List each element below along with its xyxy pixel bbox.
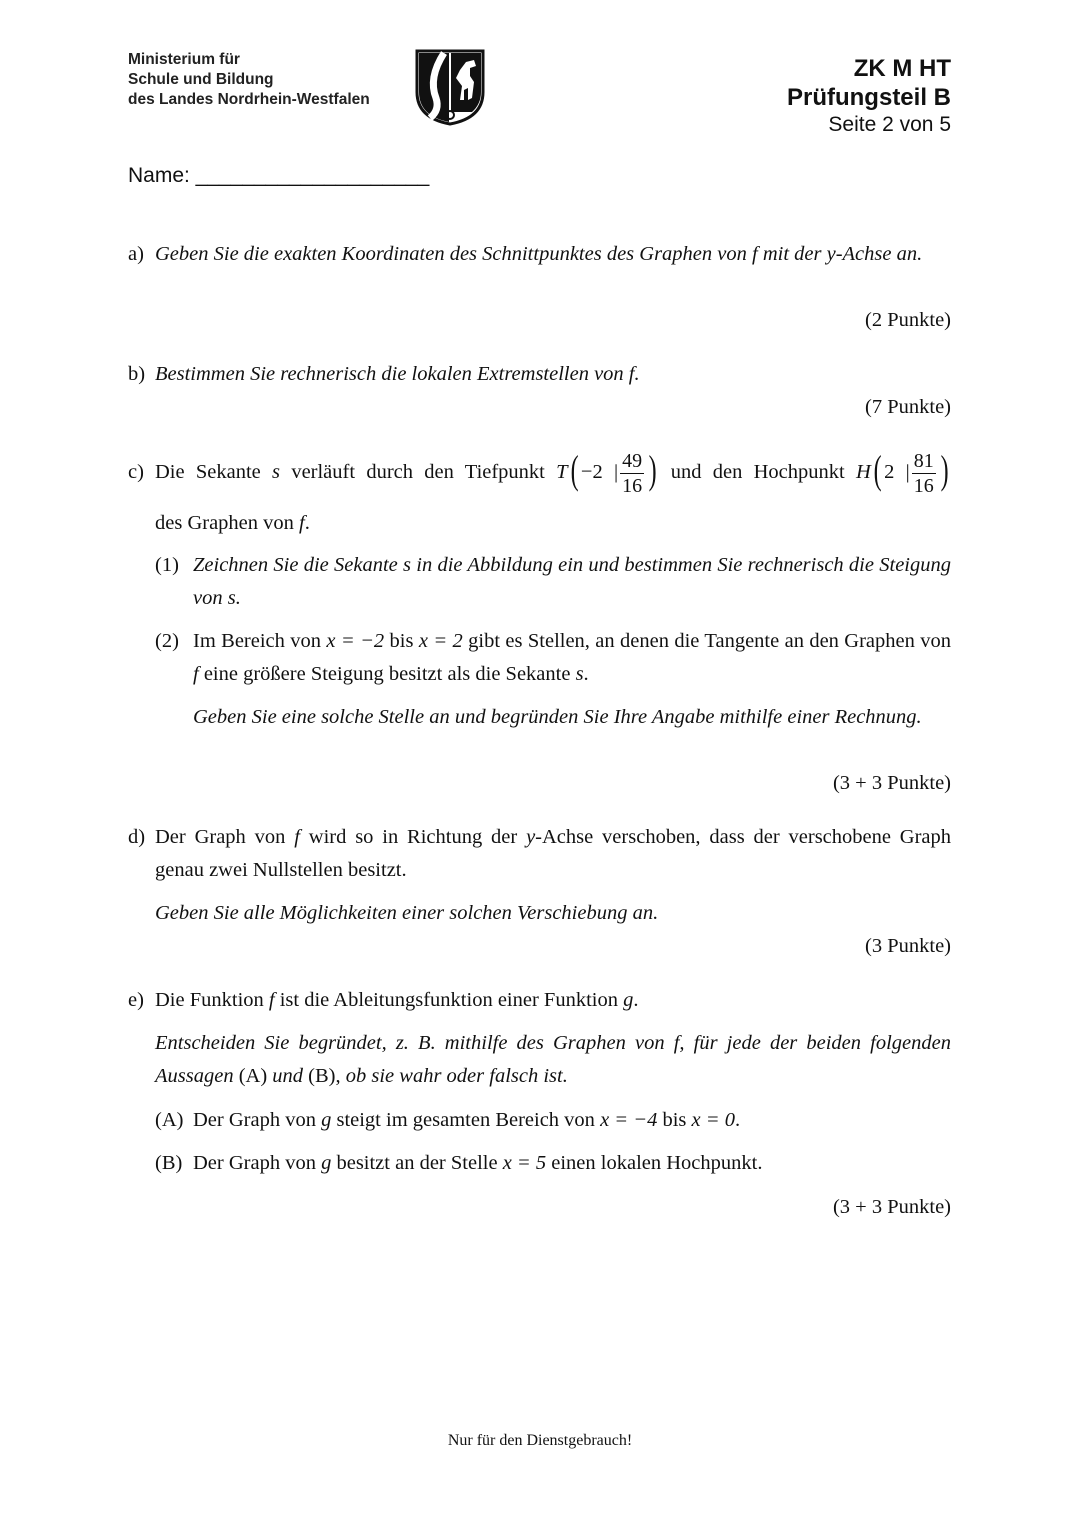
header-right — [787, 54, 951, 138]
math-var: T — [556, 461, 568, 483]
text: wird so in Richtung der — [308, 826, 518, 848]
math-var: H — [855, 461, 871, 483]
math-var: f — [193, 663, 199, 685]
fraction — [620, 449, 644, 498]
text: besitzt an der Stelle — [336, 1152, 498, 1174]
task-label: b) — [128, 363, 146, 385]
ministry-line: Ministerium für — [128, 51, 240, 68]
text: (A) — [238, 1065, 268, 1087]
task-text: Geben Sie eine solche Stelle an und begründen Sie Ihre Angabe mithilfe einer Rechnung. — [193, 706, 922, 728]
text: einen lokalen Hochpunkt. — [551, 1152, 763, 1174]
text: eine größere Steigung besitzt als die Sekante — [203, 663, 571, 685]
text: Die Funktion — [155, 989, 264, 1011]
task-c-line2: des Graphen von f. — [155, 512, 310, 534]
footer: Nur für den Dienstgebrauch! — [447, 1432, 633, 1449]
point-T: T( −2 | $\frac{49}{16}$ ) — [556, 447, 657, 497]
ministry-name — [128, 50, 370, 110]
text: Die Sekante — [155, 461, 261, 483]
text: und den Hochpunkt — [670, 461, 845, 483]
math: x = −4 — [600, 1109, 658, 1131]
nrw-coat-of-arms-icon — [414, 48, 486, 126]
math-var: s — [575, 663, 584, 685]
text: gibt es Stellen, an denen die Tangente an den Graphen von — [468, 630, 951, 652]
task-text: ob sie wahr oder falsch ist. — [345, 1065, 568, 1087]
subtask-label: (A) — [155, 1109, 184, 1131]
denominator: 16 — [913, 474, 934, 497]
math: x = 0 — [691, 1109, 735, 1131]
text: ist die Ableitungsfunktion einer Funktion — [279, 989, 618, 1011]
points: (2 Punkte) — [865, 309, 951, 331]
math: −2 | — [580, 461, 619, 483]
points: (3 Punkte) — [865, 935, 951, 957]
task-a — [128, 238, 951, 271]
task-label: d) — [128, 826, 146, 848]
text: verläuft durch den Tiefpunkt — [291, 461, 545, 483]
math-var: s — [272, 461, 281, 483]
task-c-intro — [128, 446, 951, 498]
task-e-B — [128, 1147, 951, 1180]
text: Der Graph von — [193, 1152, 316, 1174]
task-text: Bestimmen Sie rechnerisch die lokalen Extremstellen von f. — [155, 363, 640, 385]
points: (7 Punkte) — [865, 396, 951, 418]
points: (3 + 3 Punkte) — [832, 1196, 951, 1218]
math-var: f — [299, 512, 305, 534]
ministry-line: des Landes Nordrhein-Westfalen — [128, 91, 370, 108]
task-label: c) — [128, 461, 144, 483]
text: -Achse verschoben, dass der verschobene Graph genau zwei Nullstellen besitzt. — [155, 826, 952, 881]
task-text: Geben Sie alle Möglichkeiten einer solchen Verschiebung an. — [155, 902, 659, 924]
text: und — [272, 1065, 304, 1087]
math: 2 | — [884, 461, 910, 483]
task-text: Entscheiden Sie begründet, z. B. mithilfe des Graphen von f, für jede der beiden folgenden Aussagen — [155, 1032, 951, 1087]
task-e-A: (A) Der Graph von g steigt im gesamten Bereich von x = −4 bis x = 0. — [128, 1104, 951, 1137]
text: bis — [662, 1109, 687, 1131]
task-text: Geben Sie die exakten Koordinaten des Schnittpunktes des Graphen von f mit der y-Achse an. — [155, 243, 923, 265]
name-field[interactable]: Name: ____________________ — [128, 164, 430, 187]
task-b — [128, 358, 951, 391]
page-number: Seite 2 von 5 — [828, 113, 951, 136]
math: x = −2 — [326, 630, 385, 652]
subtask-label: (1) — [155, 554, 179, 576]
exam-part: Prüfungsteil B — [786, 84, 951, 111]
task-c-1 — [128, 549, 951, 615]
point-H: H( 2 | $\frac{81}{16}$ ) — [855, 447, 949, 497]
task-label: a) — [128, 243, 144, 265]
math-var: g — [321, 1109, 332, 1131]
subtask-label: (2) — [155, 630, 179, 652]
math-var: g — [623, 989, 634, 1011]
denominator: 16 — [622, 474, 643, 497]
math: x = 2 — [418, 630, 463, 652]
text: Der Graph von — [193, 1109, 316, 1131]
task-label: e) — [128, 989, 144, 1011]
points: (3 + 3 Punkte) — [832, 772, 951, 794]
numerator: 49 — [622, 449, 643, 472]
ministry-line: Schule und Bildung — [128, 71, 274, 88]
math-var: f — [294, 826, 300, 848]
math-var: y — [526, 826, 536, 848]
task-text: Zeichnen Sie die Sekante s in die Abbildung ein und bestimmen Sie rechnerisch die Steigung von s. — [193, 554, 951, 609]
subtask-label: (B) — [155, 1152, 183, 1174]
math: x = 5 — [502, 1152, 547, 1174]
task-e: e) Die Funktion f ist die Ableitungsfunktion einer Funktion g. Entscheiden Sie begründet, z. B. mithilfe des Graphen von f, für jede der beiden folgenden Aussagen (A) und (B), ob sie wahr oder falsch ist. — [128, 984, 951, 1093]
exam-code: ZK M HT — [853, 55, 951, 82]
text: bis — [389, 630, 414, 652]
task-d — [128, 821, 951, 930]
text: steigt im gesamten Bereich von — [336, 1109, 595, 1131]
text: (B) — [308, 1065, 336, 1087]
text: Im Bereich von — [193, 630, 322, 652]
fraction — [912, 449, 936, 498]
text: des Graphen von — [155, 512, 294, 534]
text: Der Graph von — [155, 826, 286, 848]
math-var: f — [268, 989, 275, 1011]
math-var: g — [321, 1152, 332, 1174]
task-c-2: (2) Im Bereich von x = −2 bis x = 2 gibt es Stellen, an denen die Tangente an den Graphen von f eine größere Steigung besitzt als die Sekante s. Geben Sie eine solche Stelle an und begründen Sie Ihre Angabe mithilfe einer Rechnung. — [128, 625, 951, 734]
numerator: 81 — [913, 449, 934, 472]
